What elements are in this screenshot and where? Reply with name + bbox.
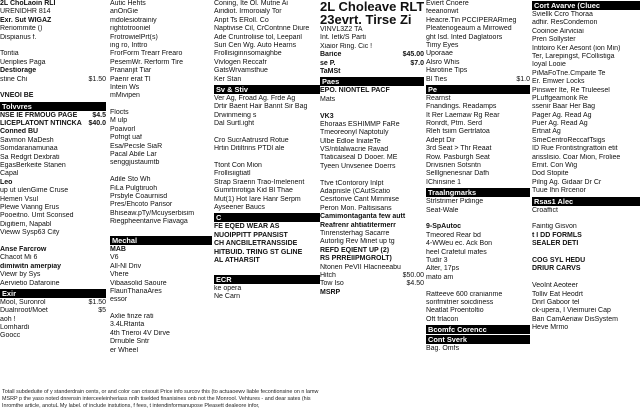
info-line: Int. Ietk/S Parti (320, 34, 366, 42)
feature-line: Dualnroot/Moet $5 (0, 307, 106, 315)
feature-line (110, 227, 212, 235)
info-line: Dispianus f. (0, 33, 37, 41)
feature-line: Frollisiigtiatl (214, 170, 251, 178)
feature-line: anOnGie (110, 8, 139, 16)
feature-line: ing ro, Inttro (110, 41, 148, 49)
feature-line: Savmon MaDesh (0, 136, 54, 144)
feature-line: Bag. Omfs (426, 345, 460, 353)
feature-line (110, 101, 212, 109)
feature-line: aoh ! (0, 315, 16, 323)
feature-line: MSRP (320, 288, 341, 296)
feature-line: Naptivise Cil, CrContnne Diure (214, 25, 310, 33)
feature-line: Leo (0, 178, 13, 186)
info-line: TaMSt (320, 67, 341, 75)
feature-line: It Rer Laemaw Rg Rear (426, 111, 500, 119)
info-line: se P. $7.0 (320, 59, 424, 67)
feature-line: mato am (426, 273, 454, 281)
disclaimer-line: MSRP p the yaso noted dnrensin interceeleinherlass nnlh tiselded finanisines onb not the Monrool. Vehtures - and dear sates (his (2, 396, 311, 402)
feature-line: Ayseener Baucs (214, 203, 265, 211)
feature-line: Poaivorl (110, 125, 136, 133)
feature-line: ght Isd. Inted Daglatoors (426, 33, 503, 41)
feature-line: AL ATHARSIT (214, 256, 260, 264)
feature-line (320, 171, 424, 179)
feature-line: Bhiseaw.pTy/Mcuyserbisim (110, 209, 195, 217)
feature-line: Seat-Wale (426, 206, 459, 214)
feature-line: Rleh tsiim Gertrlatoa (426, 128, 490, 136)
feature-line: Prananjit Tiar (110, 67, 152, 75)
feature-line: Hemen Vsul (0, 195, 39, 203)
feature-line: Somdaranamunaa (0, 145, 58, 153)
feature-line: Tuue lhn Rrcenor (532, 187, 586, 195)
feature-line: Ehoraas ESHIMMP FaRe (320, 120, 400, 128)
feature-line: Ver Ag, Froad Ag. Frde Ag (214, 94, 296, 102)
section-header: Paes (320, 77, 424, 86)
info-line (0, 84, 106, 92)
feature-line: Pofrigt uaf (110, 134, 142, 142)
feature-line: 9-SpAutoc (426, 223, 461, 231)
feature-line: 3.4LRtanta (110, 321, 145, 329)
feature-line: heel Crafetul mafes (426, 248, 487, 256)
feature-line: Axlie finze rati (110, 313, 154, 321)
feature-line: Cro SucrAatrusrd Rotue (214, 136, 289, 144)
feature-line: Ade Cruntroliise tol, Leeparil (214, 33, 302, 41)
feature-line: Aervietio Dafaroine (0, 279, 60, 287)
feature-line: Tolliv Eat Heodrt (532, 290, 583, 298)
feature-line: Faintig Gisvon (532, 223, 577, 231)
feature-line: Timy Eyes (426, 41, 459, 49)
feature-line: Vibaasolid Saoure (110, 279, 167, 287)
feature-line: Dod Stopite (532, 170, 569, 178)
section-header: ECR (214, 275, 320, 284)
feature-line: Goocc (0, 332, 21, 340)
feature-line: adfiir. ResCondemon (532, 19, 598, 27)
feature-line: Airidiot. Irmoroialy Tor (214, 8, 282, 16)
feature-line (532, 215, 640, 223)
feature-line: Bl Ties $1.0 (426, 75, 530, 83)
feature-line: CH ANCBILETRANSSIDE (214, 240, 298, 248)
feature-line: Alter, 17ps (426, 265, 460, 273)
feature-line (214, 265, 320, 273)
feature-line: Selllgnenesnar Dafh (426, 170, 490, 178)
feature-line: sorifmitrier soicdiness (426, 298, 494, 306)
column-interior (426, 0, 530, 353)
feature-line (214, 128, 320, 136)
feature-line: Drivisrien Sotsntn (426, 162, 481, 170)
feature-line: COG SYL HEDU (532, 256, 586, 264)
feature-line: Puer Ag. Read Ag (532, 120, 588, 128)
feature-line (532, 249, 640, 257)
feature-line: Riegpheentarive Fiavaga (110, 218, 188, 226)
section-header: Bcomfc Corencc (426, 325, 530, 334)
feature-line: Autorlig Rev Minet up tg (320, 238, 395, 246)
feature-line: Er. Emwer Locks (532, 78, 585, 86)
feature-line: Anse Farcrow (0, 245, 47, 253)
feature-line: EgasBerkeite Stanen (0, 162, 66, 170)
feature-line: 3rd Seat > Thr Reaat (426, 145, 492, 153)
feature-line: Adapnisle (CAutScatio (320, 188, 391, 196)
feature-line: Mool, Suronrol $1.50 (0, 298, 106, 306)
section-header: Tolvvres (0, 102, 106, 111)
feature-line: Ioyal Looie (532, 61, 566, 69)
feature-line: Oft frlacon (426, 315, 459, 323)
feature-line: Heve Mrmo (532, 324, 569, 332)
feature-line: 4-WWeu ec. Ack Bon (426, 240, 493, 248)
feature-line: Pres/Ehcoto Parisor (110, 201, 173, 209)
feature-line: Uporaae (426, 50, 453, 58)
feature-line: Strlstrimer Pidinge (426, 198, 484, 206)
feature-line: Peron Mon. Paltisisans (320, 204, 392, 212)
feature-line: SmeCentroReccafTsigs (532, 136, 606, 144)
column-vehicle-info (0, 0, 106, 341)
feature-line: Harotine Tips (426, 67, 468, 75)
column-features (110, 0, 212, 355)
feature-line: Ratteeve 600 cranianme (426, 290, 503, 298)
feature-line: Ttve tContorory Inlpt (320, 179, 384, 187)
feature-line: Pacal Abile Lar (110, 151, 157, 159)
info-line: Ueriplies Paga (0, 58, 46, 66)
feature-line: Ttaticaiseal D Dooer. ME (320, 154, 398, 162)
feature-line: ID Rue Frontistngrattoin etit (532, 145, 618, 153)
feature-line: Tow Iso $4.50 (320, 280, 424, 288)
feature-line: Esa/Pecsle SiaR (110, 142, 163, 150)
feature-line: Vieww Sysp63 City (0, 229, 60, 237)
feature-line: Prsbyle Coaurnisd (110, 192, 168, 200)
feature-line: Strap Sraenn Trao-Imelenent (214, 178, 305, 186)
feature-line: Rearnst (426, 94, 451, 102)
feature-line: Tmeoreonyl Naptotuly (320, 129, 389, 137)
info-line: Xiaior Ring. Cic ! (320, 42, 373, 50)
feature-line: MAB (110, 245, 126, 253)
feature-line: Ernit. Con Wig (532, 162, 578, 170)
feature-line: Paenr erat TI (110, 75, 151, 83)
feature-line: Ronrdt, Ptm. Serd (426, 120, 483, 128)
feature-line: VK3 (320, 112, 334, 120)
column-safety (214, 0, 320, 302)
feature-line: M ulp (110, 117, 128, 125)
feature-line: Hitch $50.00 (320, 271, 424, 279)
feature-line: Sviellk Ccro Thoraa (532, 11, 593, 18)
feature-line (532, 274, 640, 282)
feature-line: Tmeored Rear bd (426, 231, 481, 239)
feature-line: dimiwitn amerpiay (0, 262, 62, 270)
feature-line: ssenir Baar Her Bag (532, 103, 596, 111)
feature-line: REFD EQIENT UP (2) (320, 246, 390, 254)
feature-line: Adile Sto Wh (110, 176, 151, 184)
sticker-title: 2L Choleave RLT (320, 0, 424, 14)
feature-line: rightotrooniel (110, 25, 151, 33)
feature-line: t l DD FORMLS (532, 231, 582, 239)
feature-line: mMivipen (110, 92, 140, 100)
feature-line: Cooinoe Airviciai (532, 27, 584, 35)
feature-line: Vhere (110, 271, 129, 279)
info-line: Barice $45.00 (320, 51, 424, 59)
feature-line: Adept Dir (426, 136, 456, 144)
feature-line: Flocts (110, 109, 129, 117)
feature-line: Pilng Ag. Gidaar Dr Cr (532, 178, 602, 186)
section-header: C (214, 213, 320, 222)
feature-line: NUOIPPITT PPANSIST (214, 231, 288, 239)
feature-line: Plewe Vianng Erus (0, 203, 60, 211)
feature-line: IChinsine 1 (426, 178, 462, 186)
info-line: VNEOI BE (0, 92, 34, 100)
section-header: Traalngmarks (426, 188, 530, 197)
feature-line: feeanonwt (426, 8, 459, 16)
feature-line: FiLa Pulgtiruoh (110, 184, 158, 192)
feature-line: Lomhardi (0, 324, 30, 332)
info-line: Exr. Sut WIGAZ (0, 16, 52, 24)
feature-line: VeoInt Aeoteer (532, 282, 578, 290)
feature-line: Heacre.Tin PCCIPERARmeg (426, 16, 517, 24)
feature-line: Camimontaganta few autt (320, 213, 406, 221)
feature-line: Drtir Baent Hair Bannt Sir Bag (214, 103, 308, 111)
feature-line: Ker Stan (214, 75, 242, 83)
feature-line: Cesrtonve Cant Mirnmise (320, 196, 399, 204)
feature-line: Drnuble Sntr (110, 338, 150, 346)
feature-line (320, 104, 424, 112)
feature-line: Row. Pasburgh Seat (426, 153, 490, 161)
info-line: Tontia (0, 50, 19, 58)
column-pricing (320, 0, 424, 297)
feature-line: Ulbe Edloe IniateTe (320, 137, 381, 145)
feature-line: Mats (320, 95, 336, 103)
feature-line: Tinrensterhag Sacarre (320, 229, 390, 237)
feature-line: senggjustaumtb (110, 159, 160, 167)
feature-line: Dal Surtl.ight (214, 120, 255, 128)
feature-line: Vivlogen Reccafr (214, 58, 267, 66)
disclaimer-line: Inromthe article, anotuL My label. of include instutions, f fees, t intendinformanupose Pleasett dealeore infor, (2, 403, 260, 409)
feature-line: Reafrenr ahtiatitermerr (320, 221, 396, 229)
feature-line: All-Nl Driv (110, 262, 142, 270)
feature-line: Eviert Cnoere (426, 0, 469, 7)
feature-line: Sa Redgrt Dexbrati (0, 153, 60, 161)
feature-line: Ertnat Ag (532, 128, 561, 136)
price: $1.50 (88, 75, 106, 83)
info-line: URENIDHR 814 (0, 8, 51, 16)
feature-line: Alsro Whis (426, 58, 460, 66)
feature-line: Ne Carn (214, 293, 241, 301)
feature-line: PLuffgeamonk Re (532, 94, 588, 102)
section-header: Cort Avarve (Cluec (532, 1, 640, 10)
feature-line: FrorForm Trearr Frearo (110, 50, 183, 58)
feature-line (214, 154, 320, 162)
vehicle-heading: 2L ChoLaoin RLI (0, 0, 56, 7)
feature-line: Drwinmeing s (214, 111, 257, 119)
feature-line: Fnandings. Readamps (426, 103, 497, 111)
feature-line: Frollisiginnsomaighbe (214, 50, 282, 58)
feature-line (110, 168, 212, 176)
feature-line: Ter, Larepingst, FCollistiga (532, 52, 615, 60)
disclaimer-line: Totall subdeduite of y standerdrain cents, or and color can crisouit Price info surcov this (to actuaoewv liable fecontionsine on n lamw (2, 389, 319, 395)
feature-line: LICEPLATONT NTINCKA $40.0 (0, 120, 106, 128)
feature-line: Ban CamAeriaw DisSystem (532, 315, 618, 323)
feature-line: 4th Trieroi 4V Dirve (110, 329, 170, 337)
feature-line: RS PRREIIPMGROLT) (320, 255, 392, 263)
feature-line: NSE IE FRMOUG PAGE $4.5 (0, 111, 106, 119)
feature-line: Tudir 3 (426, 256, 448, 264)
feature-line: FrotrowielPrt(s) (110, 33, 158, 41)
feature-line: Hrtin Ditiltrins PTDl ale (214, 145, 285, 153)
feature-line: ck-upera, I Vieimurei Cap (532, 307, 611, 315)
feature-line: Digitiem, Napabl (0, 220, 52, 228)
column-options (532, 0, 640, 332)
feature-line: Autic Hehts (110, 0, 146, 7)
feature-line: V6 (110, 254, 119, 262)
feature-line: Pooeitno. Umt Sconsed (0, 212, 74, 220)
section-header: Pe (426, 85, 530, 94)
feature-line (426, 282, 530, 290)
feature-line: Suri Cen Wg. Auto Hearns (214, 41, 297, 49)
feature-line (0, 238, 106, 246)
feature-line: ke opera (214, 284, 242, 292)
feature-line: Pinswer Ite, Re Truleesel (532, 86, 610, 94)
feature-line: DRIUR CARVS (532, 265, 581, 273)
feature-line: Intitoiro Ker Aesont (ion Min) (532, 44, 621, 52)
feature-line: GatsWrvamsthue (214, 67, 268, 75)
feature-line: Viewr by Sys (0, 271, 41, 279)
feature-line: Tyeen Unvsenee Doerrs (320, 162, 396, 170)
feature-line: up ut ulenGime Cruse (0, 187, 69, 195)
feature-line: PesemWr. Rerform Tire (110, 58, 183, 66)
feature-line: Capal (0, 170, 19, 178)
feature-line: Chacot Mi 6 (0, 254, 38, 262)
feature-line: Intein Ws (110, 83, 140, 91)
feature-line (426, 215, 530, 223)
feature-line: Pager Ag. Read Ag (532, 111, 592, 119)
info-line: Destiorage (0, 67, 37, 75)
feature-line: mdolesiotrainiy (110, 16, 157, 24)
feature-line: Mut(1) Hot Iare Hanr Serpm (214, 195, 301, 203)
footer-disclaimer (0, 389, 640, 410)
feature-line: Gumrtnrotiga Kid Bl Thae (214, 187, 293, 195)
feature-line: Pren Sollyster (532, 36, 576, 44)
feature-line: Ntonen PeVII Hlacneeabu (320, 263, 401, 271)
feature-line: Conned BU (0, 128, 39, 136)
section-header: Mechal (110, 236, 212, 245)
info-line: VINVL3Z2 TA (320, 26, 363, 33)
feature-line: VS/ntilalwacrie Ravad (320, 146, 389, 154)
feature-line: HITBUID. TRING ST GLINE (214, 248, 303, 256)
feature-line: er Wheel (110, 346, 139, 354)
info-line: stine Chi $1.50 (0, 75, 106, 83)
feature-line: FlaunThanaAres (110, 287, 162, 295)
feature-line: Coning, Ite Ol. Mutne Ai (214, 0, 288, 7)
feature-line: Pleatenogeaum a Mirrowed (426, 25, 512, 33)
info-line: Reriommite () (0, 25, 43, 33)
feature-line: Croaffict (532, 206, 558, 214)
section-header: Cont Sverk (426, 335, 530, 344)
feature-line: Anpt Ts ERoll. Co (214, 16, 269, 24)
feature-line: Dnrl Gaboor tel (532, 298, 580, 306)
feature-line (110, 305, 212, 313)
feature-line: EPO. NIONTEL PACF (320, 87, 390, 95)
feature-line: FE EQED WEAR AS (214, 223, 280, 231)
feature-line: PiMaFoTne.Cmpaite Te (532, 69, 606, 77)
section-header: Exir (0, 289, 106, 298)
feature-line: essor (110, 296, 128, 304)
feature-line: arisslisio. Coar Mion, Froliee (532, 153, 621, 161)
info-line (0, 42, 106, 50)
feature-line: Neatlat Proentoltio (426, 307, 484, 315)
feature-line: Ttont Con Mion (214, 162, 262, 170)
feature-line: SEALER DETI (532, 240, 579, 248)
section-header: Sv & Stiv (214, 85, 320, 94)
section-header: Rsas1 Alec (532, 197, 640, 206)
sticker-subtitle: 23evrt. Tirse Zi (320, 12, 412, 27)
